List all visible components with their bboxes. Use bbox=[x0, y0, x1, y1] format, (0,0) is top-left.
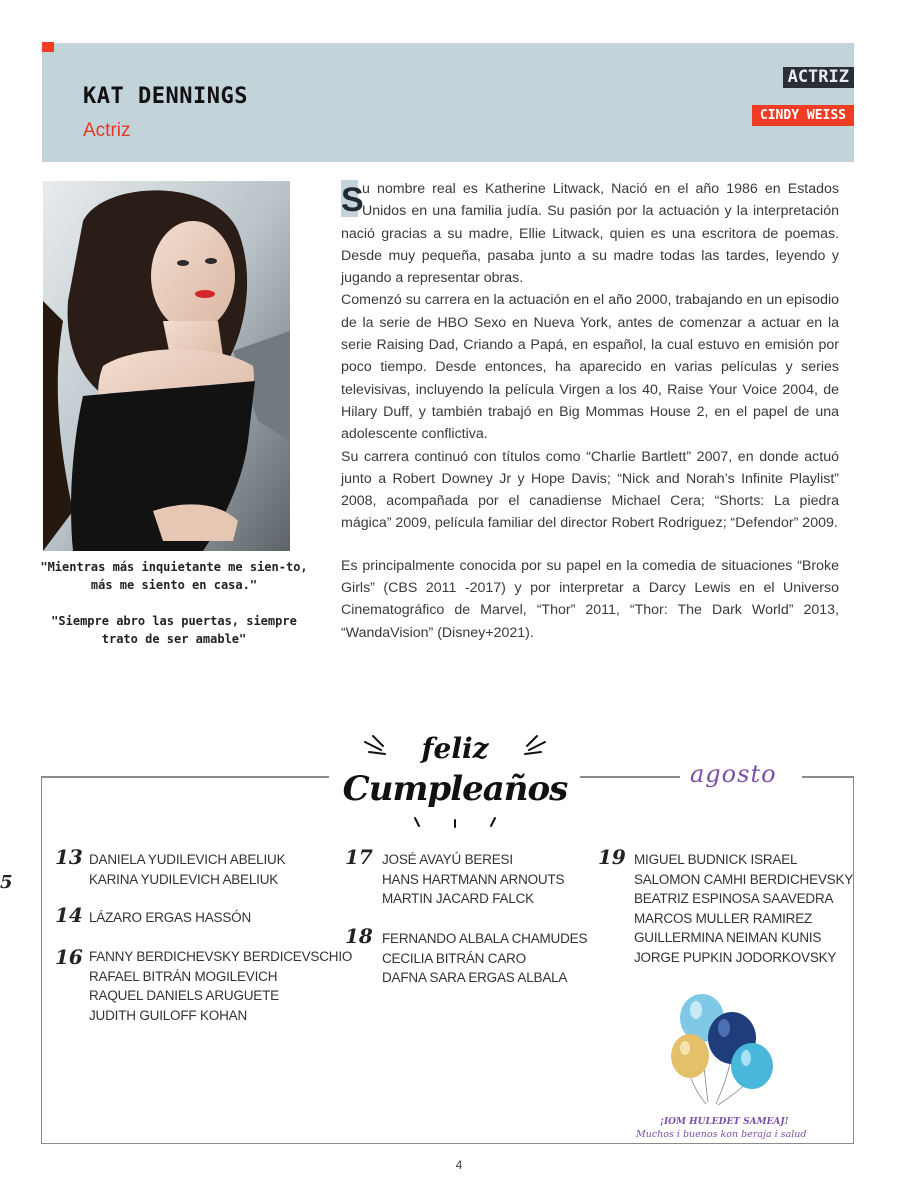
portrait-photo bbox=[43, 181, 290, 551]
birthday-name: RAQUEL DANIELS ARUGUETE bbox=[89, 988, 279, 1003]
quote-2: "Siempre abro las puertas, siempre trato de ser amable" bbox=[51, 614, 297, 646]
birthday-column-3 bbox=[598, 845, 854, 978]
birthday-name: DANIELA YUDILEVICH ABELIUK bbox=[89, 852, 286, 867]
name-list bbox=[634, 850, 853, 967]
birthday-name: CECILIA BITRÁN CARO bbox=[382, 950, 526, 966]
name-list bbox=[89, 850, 285, 889]
profile-name: KAT DENNINGS bbox=[83, 84, 248, 109]
drop-cap: S bbox=[341, 181, 364, 219]
birthday-name: DAFNA SARA ERGAS ALBALA bbox=[382, 970, 568, 985]
bio-paragraph-2: Comenzó su carrera en la actuación en el año 2000, trabajando en un episodio de la serie de HBO Sexo en Nueva York, antes de comenzar a actuar en la serie Raising Dad, Criando a Papá, en español, la cual estuvo en emisión por poco tiempo. Desde entonces, ha aparecido en varias películas y series televisivas, incluyendo la película Virgen a los 40, Raise Your Voice 2004, de Hilary Duff, y también trabajó en Big Mommas House 2, en el papel de una adolescente conflictiva. bbox=[341, 292, 839, 443]
feliz-cumpleanos-logo bbox=[342, 728, 568, 828]
birthday-name: BEATRIZ ESPINOSA SAAVEDRA bbox=[634, 891, 834, 906]
day-number: 17 bbox=[345, 845, 373, 869]
bio-paragraph-3: Su carrera continuó con títulos como “Charlie Bartlett” 2007, en donde actuó junto a Robert Downey Jr y Hope Davis; “Nick and Norah’s Infinite Playlist” 2008, acompañada por el canadiense Michael Cera; “Shorts: La piedra mágica” 2009, película familiar del director Robert Rodriguez; “Defendor” 2009. bbox=[341, 448, 839, 532]
name-list bbox=[382, 850, 564, 909]
bio-text bbox=[341, 178, 839, 644]
day-number: 18 bbox=[345, 924, 373, 948]
birthday-name: FANNY BERDICHEVSKY BERDICEVSCHIO bbox=[89, 949, 353, 964]
birthday-name: SALOMON CAMHI BERDICHEVSKY bbox=[634, 871, 854, 887]
day-number: 16 bbox=[55, 945, 83, 969]
day-number: 19 bbox=[598, 845, 626, 869]
name-list bbox=[382, 929, 587, 988]
logo-cumpleanos: Cumpleaños bbox=[342, 769, 568, 809]
birthday-name: MARCOS MULLER RAMIREZ bbox=[634, 910, 813, 926]
day-number: 14 bbox=[55, 903, 83, 927]
birthday-name: HANS HARTMANN ARNOUTS bbox=[382, 871, 565, 887]
wish-line-1: ¡IOM HULEDET SAMEAJ! bbox=[660, 1117, 789, 1127]
name-list bbox=[89, 908, 251, 928]
quote-1: "Mientras más inquietante me sien-to, más me siento en casa." bbox=[40, 560, 308, 592]
page-number: 4 bbox=[455, 1158, 463, 1172]
edge-digit: 5 bbox=[0, 872, 13, 893]
birthday-name: MARTIN JACARD FALCK bbox=[382, 891, 534, 906]
birthday-name: JORGE PUPKIN JODORKOVSKY bbox=[634, 949, 837, 965]
birthday-name: JOSÉ AVAYÚ BERESI bbox=[382, 852, 513, 867]
birthday-name: KARINA YUDILEVICH ABELIUK bbox=[89, 871, 279, 887]
birthday-column-2 bbox=[345, 845, 588, 998]
logo-feliz: feliz bbox=[421, 732, 489, 765]
birthday-name: RAFAEL BITRÁN MOGILEVICH bbox=[89, 968, 278, 984]
birthday-name: FERNANDO ALBALA CHAMUDES bbox=[382, 931, 588, 946]
birthday-name: MIGUEL BUDNICK ISRAEL bbox=[634, 852, 798, 867]
birthday-column-1 bbox=[55, 845, 353, 1048]
profile-role: Actriz bbox=[83, 120, 131, 141]
name-list bbox=[89, 947, 352, 1025]
wish-line-2: Muchos i buenos kon beraja i salud bbox=[636, 1129, 807, 1140]
bio-paragraph-4: Es principalmente conocida por su papel en la comedia de situaciones “Broke Girls” (CBS 2011 -2017) y por interpretar a Darcy Lewis en el Universo Cinematográfico de Marvel, “Thor” 2011, “Thor: The Dark World” 2013, “WandaVision” (Disney+2021). bbox=[341, 557, 839, 641]
bio-paragraph-1: u nombre real es Katherine Litwack, Nació en el año 1986 en Estados Unidos en una familia judía. Su pasión por la actuación y la interpretación nació gracias a su madre, Ellie Litwack, quien es una escritora de poemas. Desde muy pequeña, pasaba junto a su madre todas las tardes, leyendo y jugando a representar obras. bbox=[341, 181, 839, 287]
balloons-illustration bbox=[664, 992, 784, 1114]
header-accent-square bbox=[42, 42, 54, 52]
day-number: 13 bbox=[55, 845, 83, 869]
month-label: agosto bbox=[690, 760, 777, 788]
birthday-name: JUDITH GUILOFF KOHAN bbox=[89, 1007, 248, 1023]
birthday-name: GUILLERMINA NEIMAN KUNIS bbox=[634, 930, 822, 945]
category-tag: ACTRIZ bbox=[783, 67, 854, 88]
birthday-name: LÁZARO ERGAS HASSÓN bbox=[89, 910, 251, 925]
author-tag: CINDY WEISS bbox=[752, 105, 854, 126]
